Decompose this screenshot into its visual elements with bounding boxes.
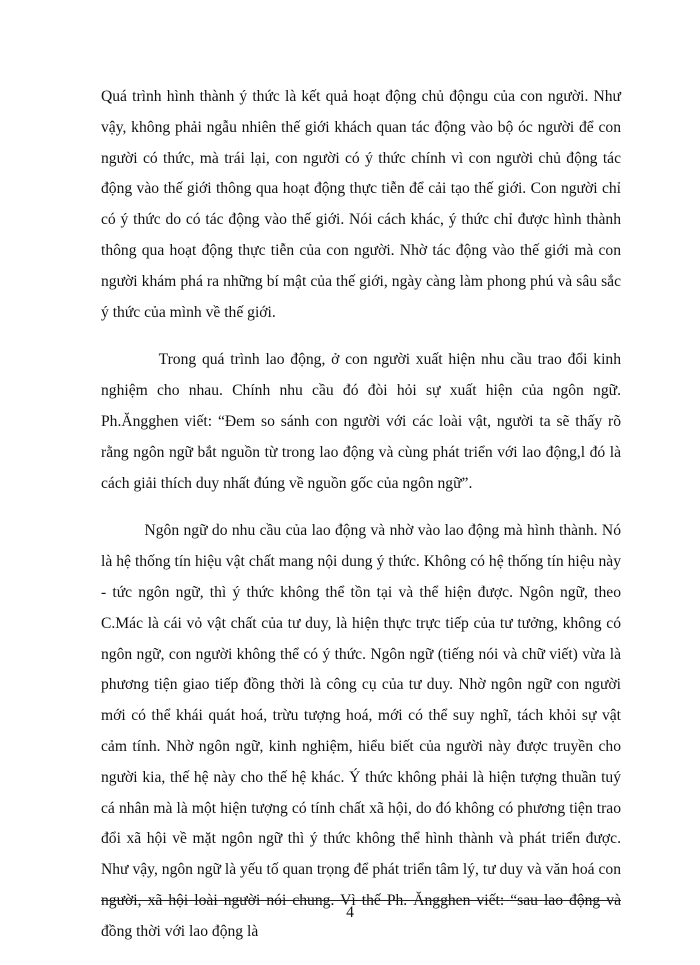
paragraph-2: Trong quá trình lao động, ở con người xuất hiện nhu cầu trao đổi kinh nghiệm cho nhau. Chính nhu cầu đó đòi hỏi sự xuất hiện của ngôn ngữ. Ph.Ăngghen viết: “Đem so sánh con người với các loài vật, người ta sẽ thấy rõ rằng ngôn ngữ bắt nguồn từ trong lao động và cùng phát triển với lao động,l đó là cách giải thích duy nhất đúng về nguồn gốc của ngôn ngữ”. <box>101 351 621 492</box>
body-text <box>101 82 621 965</box>
footer-divider <box>101 900 621 901</box>
paragraph-1: Quá trình hình thành ý thức là kết quả hoạt động chủ độngu của con người. Như vậy, không phải ngẫu nhiên thế giới khách quan tác động vào bộ óc người để con người có thức, mà trái lại, con người có ý thức chính vì con người chủ động tác động vào thế giới thông qua hoạt động thực tiễn để cải tạo thế giới. Con người chỉ có ý thức do có tác động vào thế giới. Nói cách khác, ý thức chỉ được hình thành thông qua hoạt động thực tiễn của con người. Nhờ tác động vào thế giới mà con người khám phá ra những bí mật của thế giới, ngày càng làm phong phú và sâu sắc ý thức của mình về thế giới. <box>101 88 621 321</box>
paragraph-3: Ngôn ngữ do nhu cầu của lao động và nhờ vào lao động mà hình thành. Nó là hệ thống tín hiệu vật chất mang nội dung ý thức. Không có hệ thống tín hiệu này - tức ngôn ngữ, thì ý thức không thể tồn tại và thể hiện được. Ngôn ngữ, theo C.Mác là cái vỏ vật chất của tư duy, là hiện thực trực tiếp của tư tưởng, không có ngôn ngữ, con người không thể có ý thức. Ngôn ngữ (tiếng nói và chữ viết) vừa là phương tiện giao tiếp đồng thời là công cụ của tư duy. Nhờ ngôn ngữ con người mới có thể khái quát hoá, trừu tượng hoá, mới có thể suy nghĩ, tách khỏi sự vật cảm tính. Nhờ ngôn ngữ, kinh nghiệm, hiểu biết của người này được truyền cho người kia, thế hệ này cho thế hệ khác. Ý thức không phải là hiện tượng thuần tuý cá nhân mà là một hiện tượng có tính chất xã hội, do đó không có phương tiện trao đổi xã hội về mặt ngôn ngữ thì ý thức không thể hình thành và phát triển được. Như vậy, ngôn ngữ là yếu tố quan trọng để phát triển tâm lý, tư duy và văn hoá con người, xã hội loài người nói chung. Vì thế Ph. Ăngghen viết: “sau lao động và đồng thời với lao động là <box>101 522 621 940</box>
page-number: 4 <box>346 904 354 921</box>
